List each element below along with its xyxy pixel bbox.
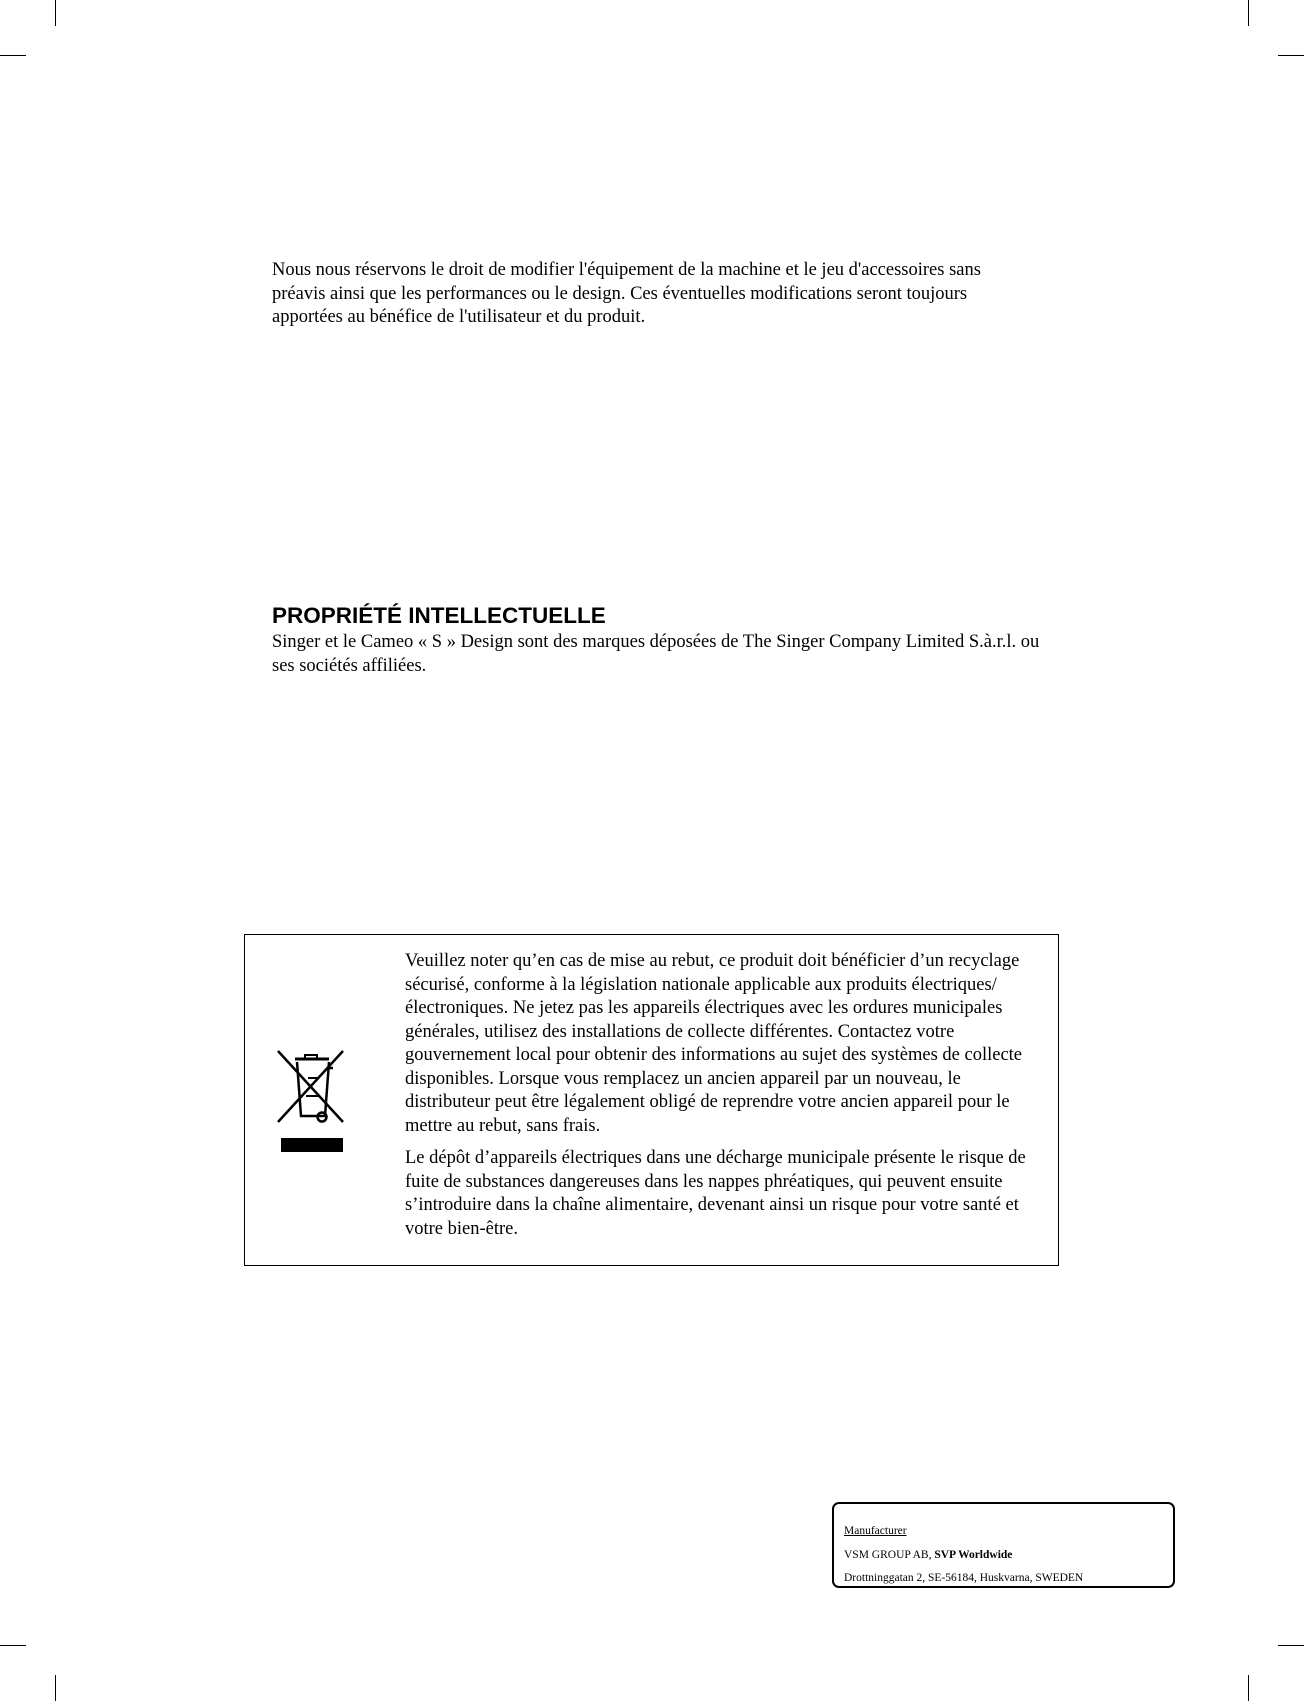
weee-paragraph-2: Le dépôt d’appareils électriques dans une décharge municipale présente le risque de fuite de substances dangereuses dans les nappes phréatiques, qui peuvent ensuite s’introduire dans la chaîne alimentaire, devenant ainsi un risque pour votre santé et votre bien-être. bbox=[405, 1148, 1026, 1239]
weee-text bbox=[405, 950, 1045, 1250]
crop-mark-bottom-right-horizontal bbox=[1278, 1645, 1304, 1646]
crop-mark-bottom-left-vertical bbox=[55, 1675, 56, 1701]
manufacturer-info bbox=[832, 1502, 1175, 1588]
crop-mark-top-right-horizontal bbox=[1278, 55, 1304, 56]
weee-paragraph-1: Veuillez noter qu’en cas de mise au rebut, ce produit doit bénéficier d’un recyclage sécurisé, conforme à la législation nationale applicable aux produits électriques/électroniques. Ne jetez pas les appareils électriques avec les ordures municipales générales, utilisez des installations de collecte différentes. Contactez votre gouvernement local pour obtenir des informations au sujet des systèmes de collecte disponibles. Lorsque vous remplacez un ancien appareil par un nouveau, le distributeur peut être légalement obligé de reprendre votre ancien appareil pour le mettre au rebut, sans frais. bbox=[405, 951, 1023, 1136]
intellectual-property-text: Singer et le Cameo « S » Design sont des marques déposées de The Singer Company Limited S.à.r.l. ou ses sociétés affiliées. bbox=[272, 632, 1040, 676]
manufacturer-company: VSM GROUP AB, bbox=[844, 1548, 935, 1561]
manufacturer-address: Drottninggatan 2, SE-56184, Huskvarna, SWEDEN bbox=[844, 1572, 1084, 1584]
modification-notice: Nous nous réservons le droit de modifier l'équipement de la machine et le jeu d'accessoires sans préavis ainsi que les performances ou le design. Ces éventuelles modifications seront toujours apportées au bénéfice de l'utilisateur et du produit. bbox=[272, 260, 981, 327]
crop-mark-top-right-vertical bbox=[1248, 0, 1249, 26]
manufacturer-label: Manufacturer bbox=[844, 1525, 907, 1537]
intellectual-property-heading: PROPRIÉTÉ INTELLECTUELLE bbox=[272, 603, 606, 628]
crossed-out-wheelie-bin-icon bbox=[275, 1048, 345, 1153]
crop-mark-bottom-right-vertical bbox=[1248, 1675, 1249, 1701]
crop-mark-bottom-left-horizontal bbox=[0, 1645, 26, 1646]
crop-mark-top-left-horizontal bbox=[0, 55, 26, 56]
crop-mark-top-left-vertical bbox=[55, 0, 56, 26]
weee-disposal-notice bbox=[244, 934, 1059, 1266]
manufacturer-brand: SVP Worldwide bbox=[934, 1548, 1013, 1561]
